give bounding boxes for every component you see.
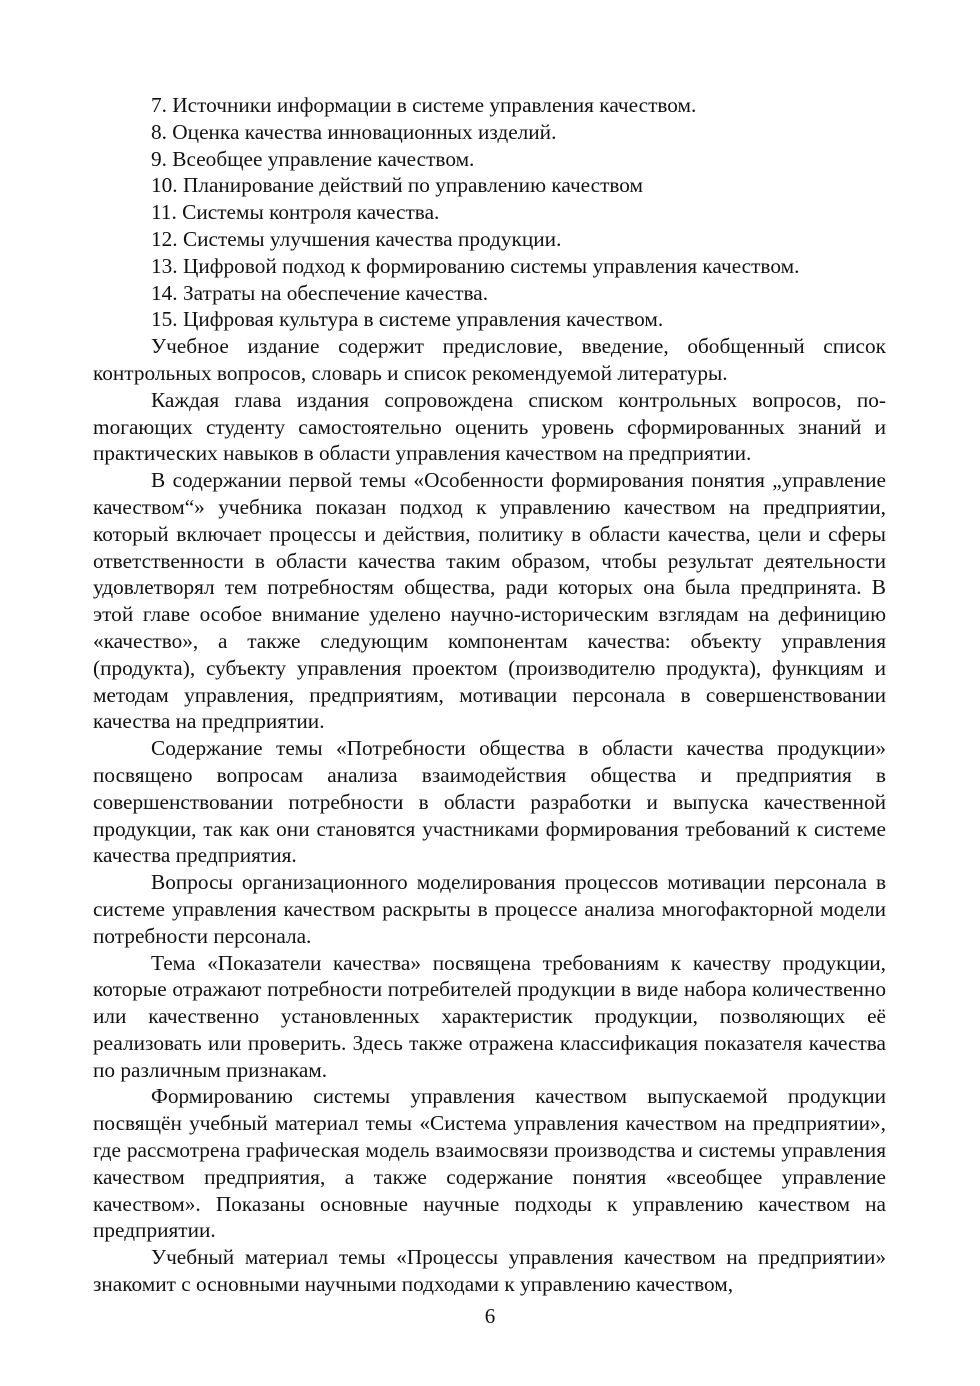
page-body <box>93 92 886 1298</box>
paragraph-management-processes: Учебный материал темы «Процессы управления качеством на предприятии» знакомит с основными научными подходами к управлению качеством, <box>93 1245 886 1297</box>
topic-item-15: 15. Цифровая культура в системе управления качеством. <box>151 307 664 332</box>
topic-item-12: 12. Системы улучшения качества продукции. <box>151 226 562 251</box>
paragraph-first-topic: В содержании первой темы «Особенности формирования понятия „управление качеством“» учебника показан подход к управлению качеством на предприятии, который включает процессы и действия, политику в области качества, цели и сферы ответственности в области качества таким образом, чтобы результат деятельности удовлетворял тем потребностям общества, ради которых она была предпринята. В этой главе особое внимание уделено научно-историческим взглядам на дефиницию «качество», а также следующим компонентам качества: объекту управления (продукта), субъекту управления проектом (производителю продукта), функциям и методам управления, предприятиям, мотивации персонала в совершенствовании качества на предприятии. <box>93 468 886 734</box>
paragraph-control-questions: Каждая глава издания сопровождена списком контрольных вопросов, поmогающих студенту самостоятельно оценить уровень сформированных знаний и практических навыков в области управления качеством на предприятии. <box>93 387 886 466</box>
topic-item-9: 9. Всеобщее управление качеством. <box>151 146 475 171</box>
topic-item-14: 14. Затраты на обеспечение качества. <box>151 280 489 305</box>
topic-item-13: 13. Цифровой подход к формированию системы управления качеством. <box>151 253 800 278</box>
paragraph-society-needs: Содержание темы «Потребности общества в области качества продукции» посвящено вопросам анализа взаимодействия общества и предприятия в совершенствовании потребности в области разработки и выпуска качественной продукции, так как они становятся участниками формирования требований к системе качества предприятия. <box>93 736 886 868</box>
page-number: 6 <box>484 1304 496 1328</box>
topic-item-8: 8. Оценка качества инновационных изделий. <box>151 119 557 144</box>
topic-item-10: 10. Планирование действий по управлению качеством <box>151 173 644 198</box>
topic-item-11: 11. Системы контроля качества. <box>151 200 440 225</box>
topic-item-7: 7. Источники информации в системе управления качеством. <box>151 93 697 117</box>
paragraph-quality-indicators: Тема «Показатели качества» посвящена требованиям к качеству продукции, которые отражают потребности потребителей продукции в виде набора количественно или качественно установленных характеристик продукции, позволяющих её реализовать или проверить. Здесь также отражена классификация показателя качества по различным признакам. <box>93 950 886 1082</box>
paragraph-motivation-modeling: Вопросы организационного моделирования процессов мотивации персонала в системе управления качеством раскрыты в процессе анализа многофакторной модели потребности персонала. <box>93 870 886 948</box>
topic-list <box>93 92 886 333</box>
paragraph-quality-system: Формированию системы управления качеством выпускаемой продукции посвящён учебный материал темы «Система управления качеством на предприятии», где рассмотрена графическая модель взаимосвязи производства и системы управления качеством предприятия, а также содержание понятия «всеобщее управление качеством». Показаны основные научные подходы к управлению качеством на предприятии. <box>93 1084 886 1243</box>
paragraph-edition-contents: Учебное издание содержит предисловие, введение, обобщенный список контрольных вопросов, словарь и список рекомендуемой литературы. <box>93 334 886 385</box>
